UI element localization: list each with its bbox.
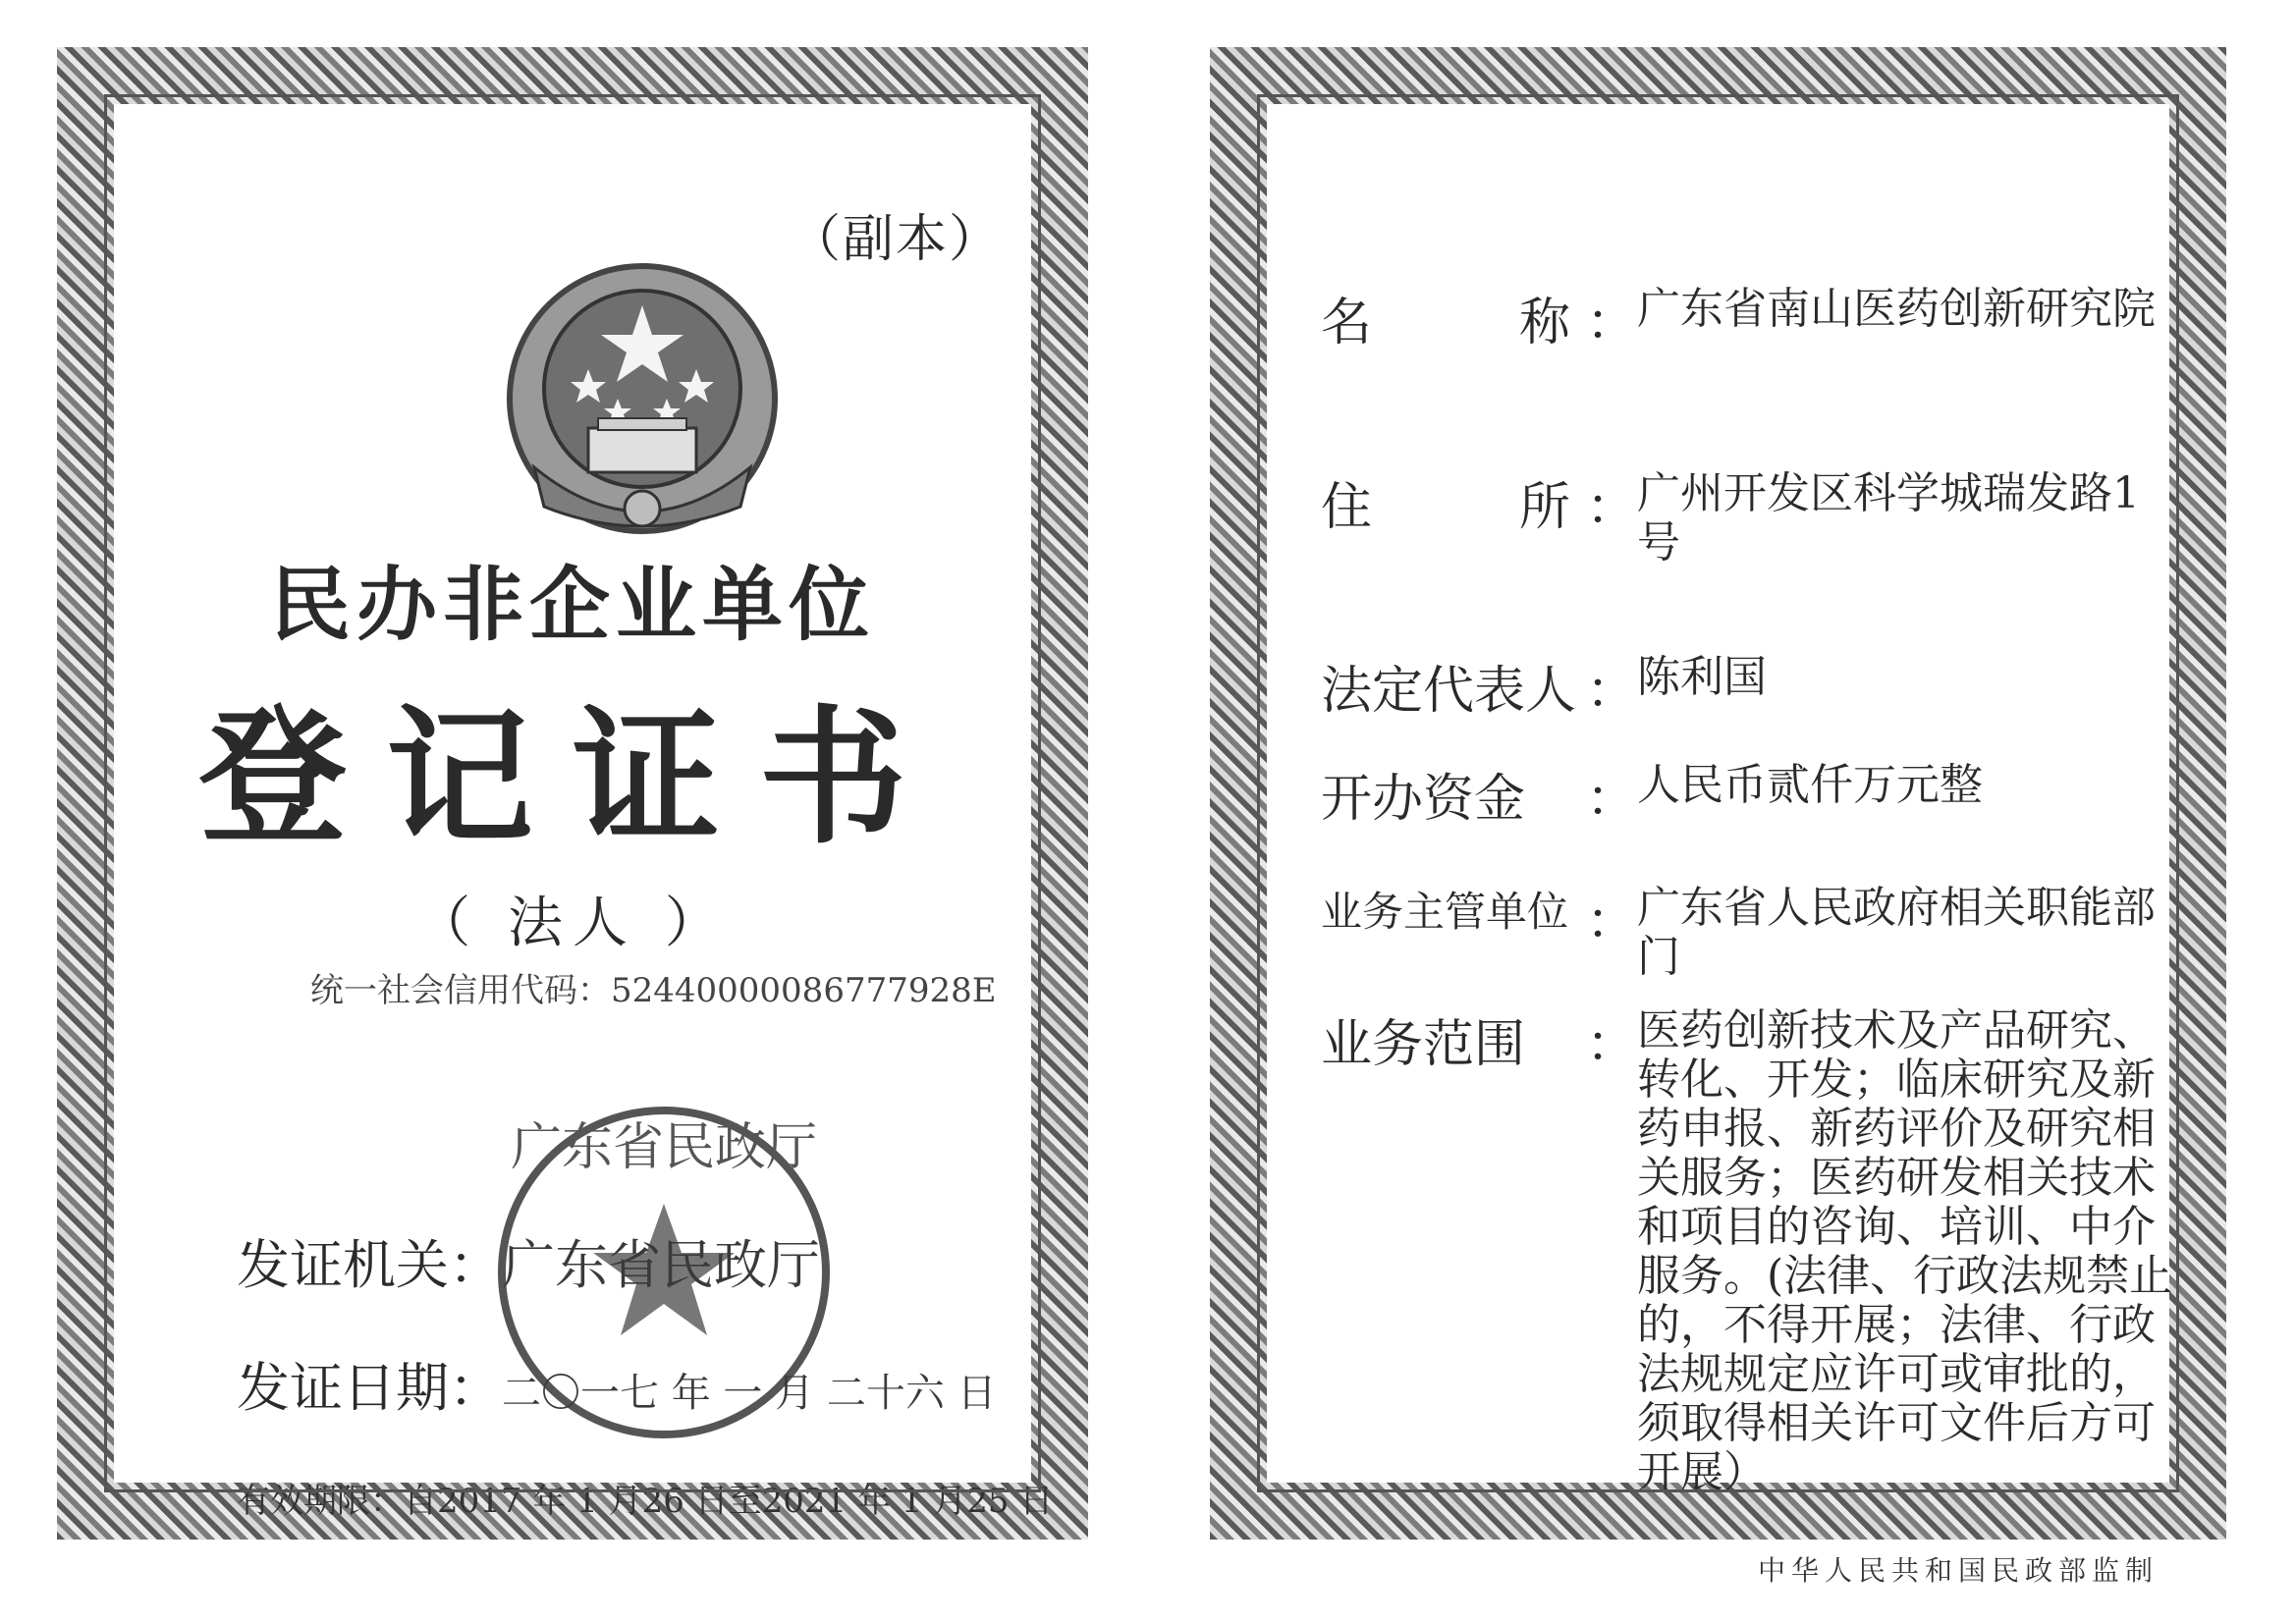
field-separator: ： [1586, 893, 1638, 951]
field-name-label-b: 称 [1519, 294, 1571, 352]
field-address [1321, 465, 2205, 568]
issuer-value: 广东省民政厅 [502, 1234, 820, 1296]
certificate-details-panel [1210, 47, 2226, 1540]
validity-label: 有效期限： [237, 1482, 404, 1521]
field-capital-value: 人民币贰仟万元整 [1637, 760, 1984, 810]
certificate-front-panel [57, 47, 1088, 1540]
credit-code-row [310, 963, 997, 1011]
field-separator: ： [1586, 294, 1638, 352]
field-capital [1321, 757, 2205, 831]
field-address-label [1321, 465, 1586, 568]
field-authority-label: 业务主管单位 [1321, 888, 1569, 936]
issuer-row [237, 1223, 820, 1299]
field-separator: ： [1586, 1015, 1638, 1074]
field-separator: ： [1586, 662, 1638, 721]
validity-row [237, 1474, 1053, 1522]
legal-person-label: （ 法人 ） [415, 892, 730, 955]
field-address-label-b: 所 [1519, 478, 1571, 537]
field-authority-value: 广东省人民政府相关职能部门 [1637, 883, 2157, 982]
field-capital-label: 开办资金 [1321, 770, 1526, 829]
field-scope-label: 业务范围 [1321, 1015, 1526, 1074]
issue-date-label: 发证日期： [237, 1357, 502, 1419]
certificate-title-main: 登记证书 [198, 693, 946, 864]
field-legal-rep-value: 陈利国 [1637, 652, 1768, 702]
field-legal-representative [1321, 649, 2205, 723]
field-name-label-a: 名 [1321, 294, 1373, 352]
field-scope-value: 医药创新技术及产品研究、转化、开发；临床研究及新药申报、新药评价及研究相关服务；医药研发相关技术和项目的咨询、培训、中介服务。(法律、行政法规禁止的，不得开展；法律、行政法规规定应许可或审批的，须取得相关许可文件后方可开展） [1637, 1005, 2173, 1497]
field-name-label [1321, 281, 1586, 354]
field-name-value: 广东省南山医药创新研究院 [1637, 284, 2157, 334]
national-emblem-icon [495, 251, 790, 546]
seal-text: 广东省民政厅 [510, 1118, 818, 1177]
copy-label: （副本） [789, 210, 1002, 269]
validity-value: 自2017 年 1 月26 日至2021 年 1 月25 日 [404, 1482, 1054, 1521]
field-business-scope [1321, 1002, 2205, 1497]
field-separator: ： [1586, 770, 1638, 829]
credit-code-value: 52440000086777928E [611, 971, 997, 1010]
certificate-title-line1: 民办非企业单位 [269, 559, 875, 652]
field-supervising-authority [1321, 880, 2205, 982]
field-address-label-a: 住 [1321, 478, 1373, 537]
field-address-value: 广州开发区科学城瑞发路1号 [1637, 468, 2141, 568]
issue-date-row [237, 1346, 997, 1422]
field-legal-rep-label: 法定代表人 [1321, 662, 1577, 721]
issue-date-value: 二〇一七 年 一 月 二十六 日 [502, 1371, 997, 1416]
credit-code-label: 统一社会信用代码： [310, 971, 611, 1010]
supervision-note: 中华人民共和国民政部监制 [1758, 1554, 2159, 1587]
issuer-label: 发证机关： [237, 1234, 502, 1296]
field-name [1321, 281, 2205, 354]
field-separator: ： [1586, 478, 1638, 537]
